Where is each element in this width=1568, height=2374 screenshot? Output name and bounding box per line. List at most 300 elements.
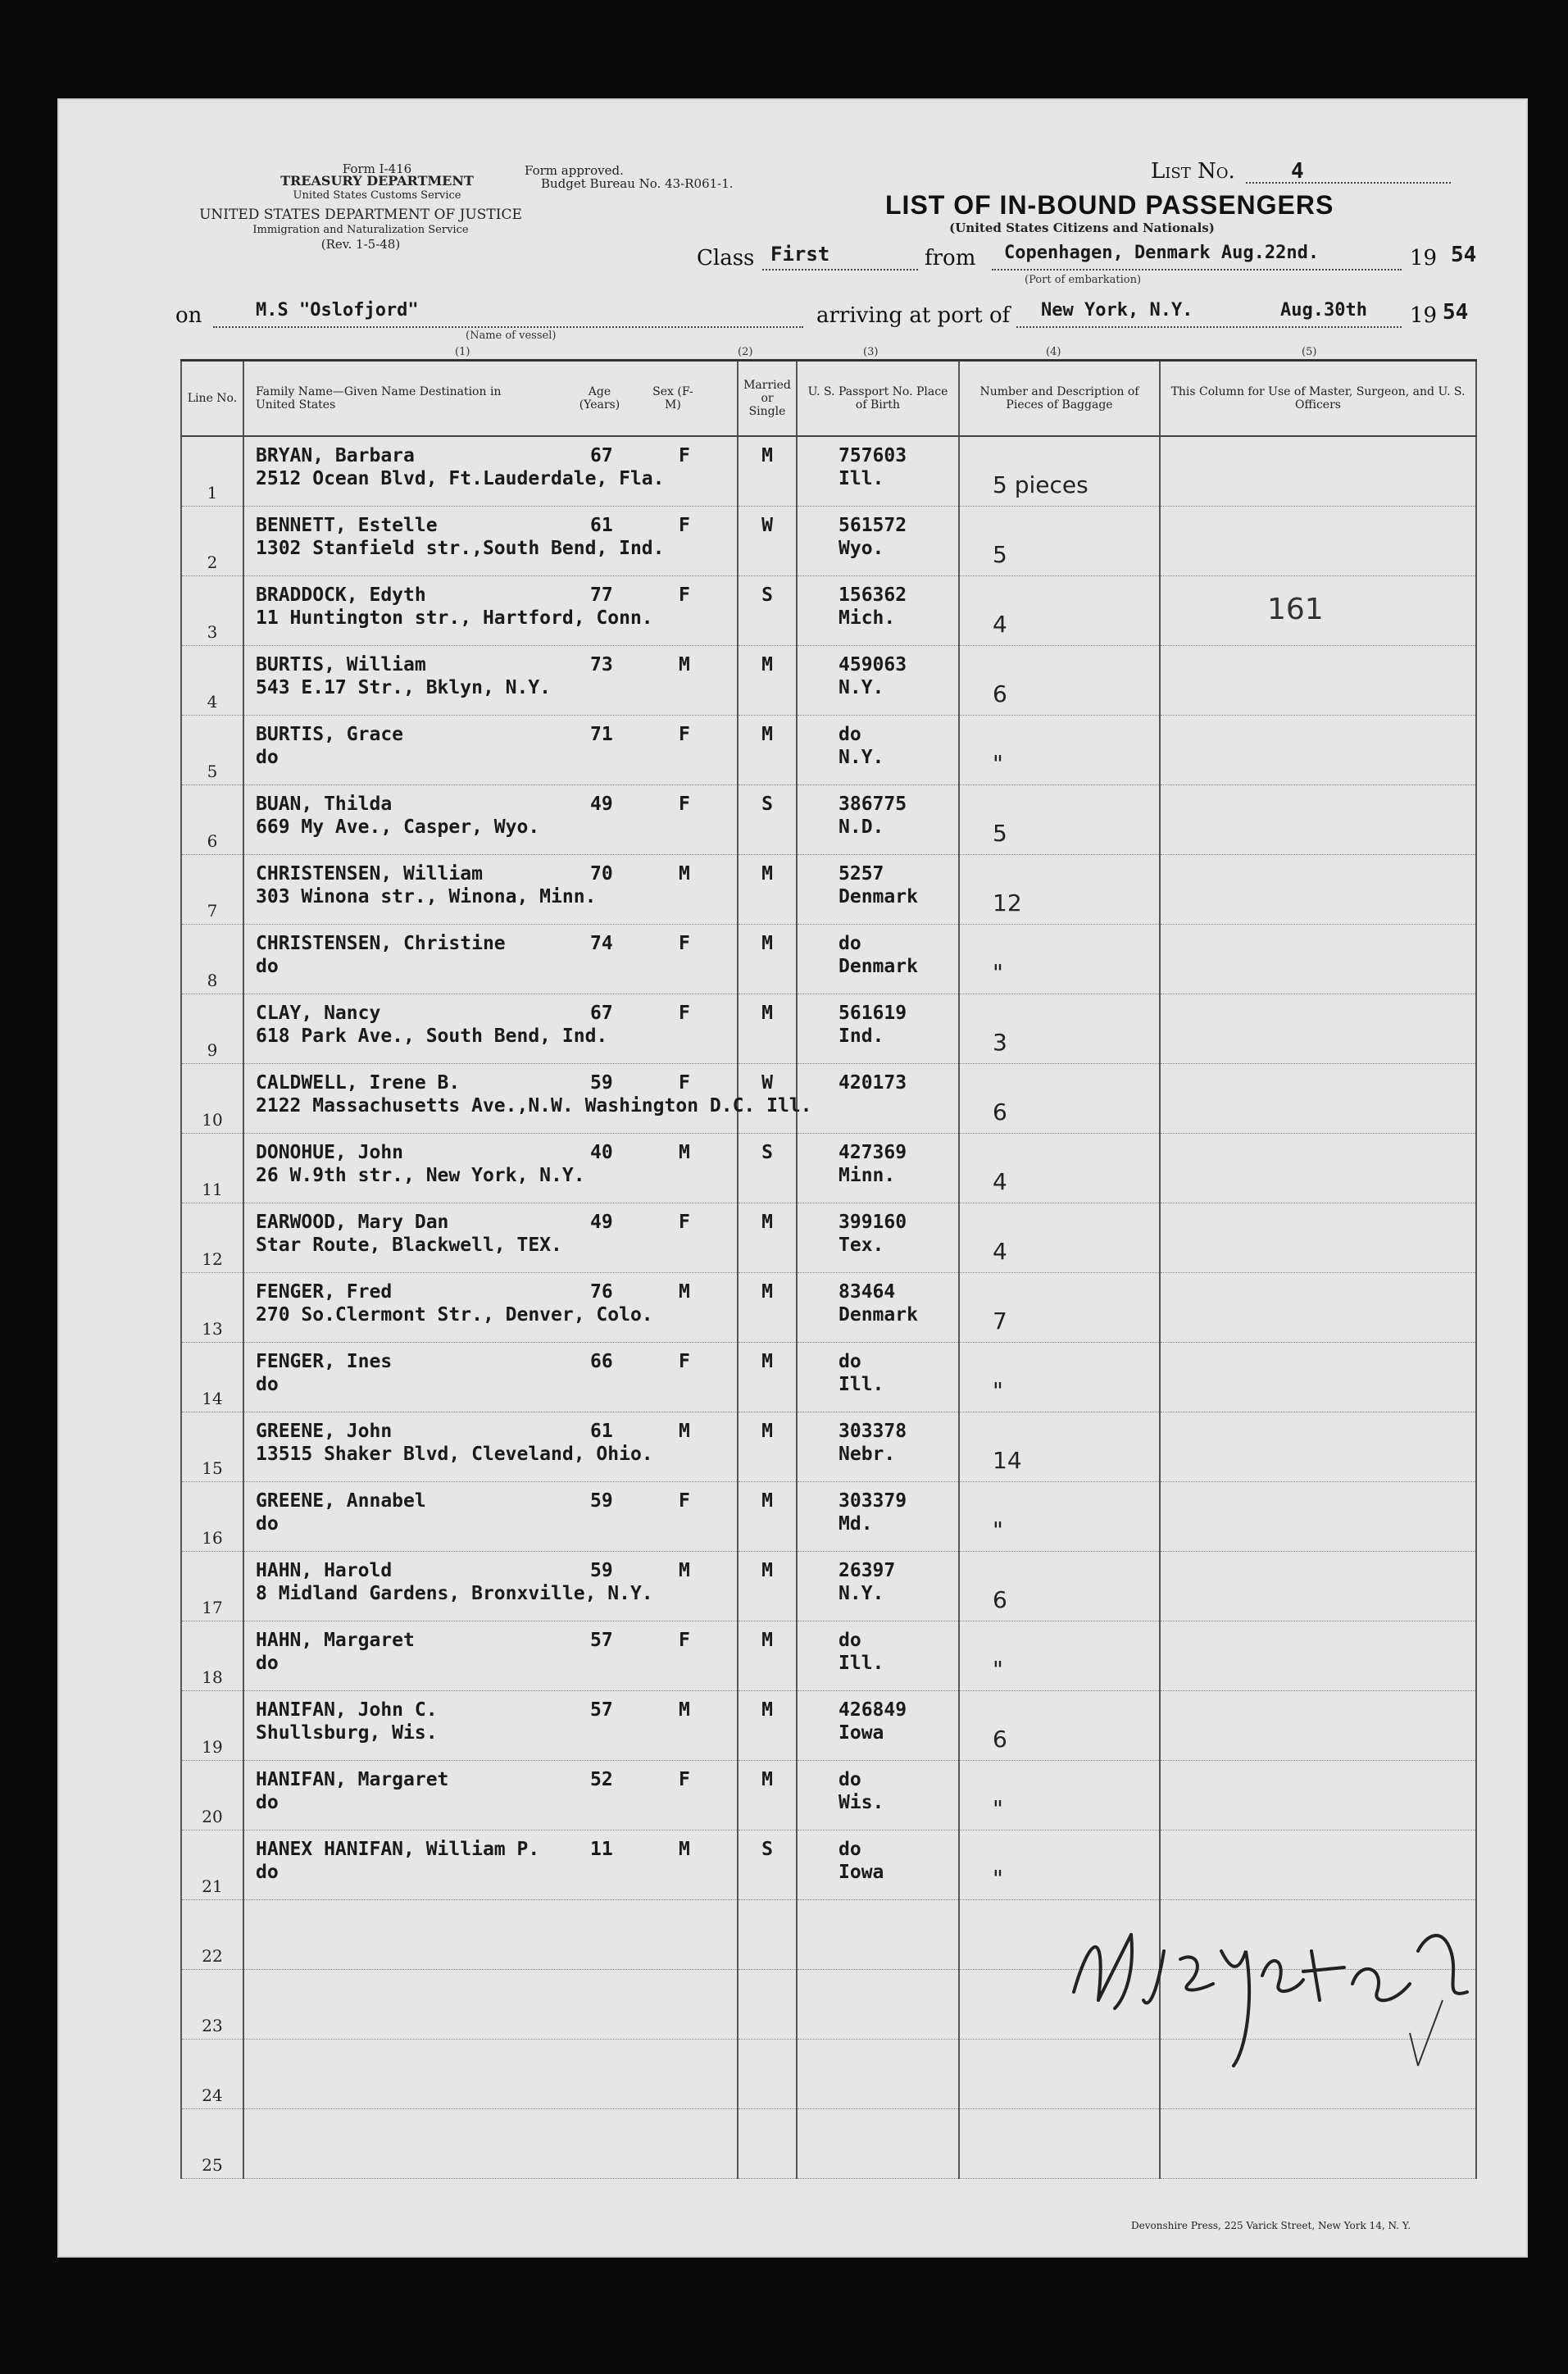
name-cell xyxy=(243,646,738,716)
baggage-count: 5 pieces xyxy=(993,471,1089,498)
line-no-cell xyxy=(181,507,243,576)
marital-status: M xyxy=(761,933,773,954)
sex: M xyxy=(679,654,690,675)
customs-service: United States Customs Service xyxy=(293,189,461,202)
name-cell xyxy=(243,1412,738,1482)
name-cell xyxy=(243,2040,738,2109)
name-cell xyxy=(243,1552,738,1621)
line-no-cell xyxy=(181,1761,243,1831)
officers-cell xyxy=(1160,1203,1476,1273)
table-row xyxy=(181,1552,1476,1621)
passport-cell xyxy=(797,1203,959,1273)
list-no-value: 4 xyxy=(1291,159,1304,184)
birthplace: N.Y. xyxy=(839,677,884,698)
passport-cell xyxy=(797,1970,959,2040)
col-num-5: (5) xyxy=(1302,346,1317,358)
name-cell xyxy=(243,1970,738,2040)
passport-cell xyxy=(797,507,959,576)
marital-cell xyxy=(738,1482,797,1552)
passport-cell xyxy=(797,1134,959,1203)
age: 59 xyxy=(590,1560,613,1581)
baggage-cell xyxy=(959,785,1160,855)
officers-cell xyxy=(1160,1621,1476,1691)
passport-no: 561572 xyxy=(839,515,907,536)
passport-no: do xyxy=(839,724,861,745)
passport-cell xyxy=(797,855,959,925)
destination: 669 My Ave., Casper, Wyo. xyxy=(256,816,540,838)
baggage-count: 6 xyxy=(993,1098,1007,1126)
officers-cell xyxy=(1160,1343,1476,1412)
age: 57 xyxy=(590,1699,613,1721)
marital-cell xyxy=(738,1552,797,1621)
line-no: 16 xyxy=(202,1528,223,1548)
officers-cell xyxy=(1160,925,1476,994)
ins-service: Immigration and Naturalization Service xyxy=(252,224,469,236)
line-no: 14 xyxy=(202,1389,223,1408)
baggage-cell xyxy=(959,1273,1160,1343)
list-no-label: List No. xyxy=(1151,159,1235,184)
sex: M xyxy=(679,1281,690,1303)
passport-no: do xyxy=(839,1839,861,1860)
name-cell xyxy=(243,1134,738,1203)
header-name xyxy=(243,361,738,437)
marital-status: M xyxy=(761,1560,773,1581)
marital-cell xyxy=(738,1621,797,1691)
baggage-cell xyxy=(959,2109,1160,2179)
marital-cell xyxy=(738,925,797,994)
baggage-count: 6 xyxy=(993,1586,1007,1613)
line-no: 18 xyxy=(202,1667,223,1687)
passport-no: do xyxy=(839,1769,861,1790)
age: 61 xyxy=(590,1421,613,1442)
inspector-signature xyxy=(1057,1902,1500,2082)
passport-no: 303379 xyxy=(839,1490,907,1512)
arrival-year-prefix: 19 xyxy=(1410,303,1438,328)
destination: 2122 Massachusetts Ave.,N.W. Washington D.C. Ill. xyxy=(256,1095,812,1117)
name-cell xyxy=(243,1761,738,1831)
officers-cell xyxy=(1160,1691,1476,1761)
name-cell xyxy=(243,925,738,994)
birthplace: Denmark xyxy=(839,1304,918,1326)
passport-cell xyxy=(797,994,959,1064)
table-row xyxy=(181,1064,1476,1134)
baggage-cell xyxy=(959,994,1160,1064)
baggage-count: " xyxy=(993,959,1003,986)
passport-no: 83464 xyxy=(839,1281,896,1303)
printer-footer: Devonshire Press, 225 Varick Street, New York 14, N. Y. xyxy=(1131,2220,1411,2231)
marital-cell xyxy=(738,785,797,855)
col-num-4: (4) xyxy=(1046,346,1061,358)
table-row xyxy=(181,855,1476,925)
birthplace: Iowa xyxy=(839,1862,884,1883)
passport-cell xyxy=(797,716,959,785)
sex: F xyxy=(679,1630,690,1651)
header-married: Married or Single xyxy=(738,361,797,437)
destination: 11 Huntington str., Hartford, Conn. xyxy=(256,607,653,629)
destination: 26 W.9th str., New York, N.Y. xyxy=(256,1165,585,1186)
line-no: 22 xyxy=(202,1946,223,1966)
passport-no: 427369 xyxy=(839,1142,907,1163)
line-no: 8 xyxy=(207,971,218,990)
marital-cell xyxy=(738,1064,797,1134)
birthplace: Ill. xyxy=(839,1374,884,1395)
line-no: 11 xyxy=(202,1180,223,1199)
passport-no: 459063 xyxy=(839,654,907,675)
birthplace: N.D. xyxy=(839,816,884,838)
officers-cell xyxy=(1160,1134,1476,1203)
line-no-cell xyxy=(181,855,243,925)
marital-status: W xyxy=(761,515,773,536)
passenger-name: BURTIS, Grace xyxy=(256,724,404,745)
vessel-name: M.S "Oslofjord" xyxy=(256,300,419,321)
marital-cell xyxy=(738,1831,797,1900)
destination: 2512 Ocean Blvd, Ft.Lauderdale, Fla. xyxy=(256,468,665,489)
passenger-name: CHRISTENSEN, Christine xyxy=(256,933,506,954)
name-cell xyxy=(243,716,738,785)
baggage-count: 3 xyxy=(993,1029,1007,1056)
marital-cell xyxy=(738,2109,797,2179)
destination: do xyxy=(256,747,279,768)
baggage-cell xyxy=(959,925,1160,994)
passport-cell xyxy=(797,925,959,994)
officer-note: 161 xyxy=(1267,593,1324,626)
passport-cell xyxy=(797,785,959,855)
name-cell xyxy=(243,1203,738,1273)
marital-status: M xyxy=(761,863,773,885)
sex: F xyxy=(679,1212,690,1233)
destination: do xyxy=(256,1653,279,1674)
vessel-caption: (Name of vessel) xyxy=(466,330,557,342)
age: 73 xyxy=(590,654,613,675)
table-row xyxy=(181,1203,1476,1273)
on-label: on xyxy=(175,303,202,328)
birthplace: Ill. xyxy=(839,1653,884,1674)
table-row xyxy=(181,925,1476,994)
passport-no: 5257 xyxy=(839,863,884,885)
age: 59 xyxy=(590,1072,613,1094)
passport-cell xyxy=(797,2040,959,2109)
baggage-cell xyxy=(959,1761,1160,1831)
class-line xyxy=(762,269,918,271)
birthplace: Ind. xyxy=(839,1026,884,1047)
destination: Star Route, Blackwell, TEX. xyxy=(256,1235,562,1256)
destination: 618 Park Ave., South Bend, Ind. xyxy=(256,1026,608,1047)
sex: M xyxy=(679,1560,690,1581)
age: 59 xyxy=(590,1490,613,1512)
age: 70 xyxy=(590,863,613,885)
passport-no: 757603 xyxy=(839,445,907,466)
birthplace: Md. xyxy=(839,1513,873,1535)
line-no: 23 xyxy=(202,2016,223,2035)
table-row xyxy=(181,1691,1476,1761)
passport-cell xyxy=(797,1482,959,1552)
marital-status: M xyxy=(761,654,773,675)
line-no-cell xyxy=(181,1970,243,2040)
marital-cell xyxy=(738,716,797,785)
birthplace: Ill. xyxy=(839,468,884,489)
header-baggage: Number and Description of Pieces of Baggage xyxy=(959,361,1160,437)
passenger-name: EARWOOD, Mary Dan xyxy=(256,1212,449,1233)
passport-no: 426849 xyxy=(839,1699,907,1721)
budget-bureau: Budget Bureau No. 43-R061-1. xyxy=(541,176,734,191)
line-no-cell xyxy=(181,1134,243,1203)
marital-status: M xyxy=(761,1281,773,1303)
destination: 270 So.Clermont Str., Denver, Colo. xyxy=(256,1304,653,1326)
header-sex: Sex (F-M) xyxy=(652,385,693,412)
table-row xyxy=(181,576,1476,646)
passport-no: do xyxy=(839,1351,861,1372)
name-cell xyxy=(243,1831,738,1900)
table-row xyxy=(181,1343,1476,1412)
sex: M xyxy=(679,1142,690,1163)
table-row xyxy=(181,1273,1476,1343)
passport-cell xyxy=(797,1831,959,1900)
line-no: 20 xyxy=(202,1807,223,1826)
passport-no: 303378 xyxy=(839,1421,907,1442)
baggage-cell xyxy=(959,1831,1160,1900)
passport-cell xyxy=(797,1552,959,1621)
passenger-name: BRYAN, Barbara xyxy=(256,445,415,466)
sex: F xyxy=(679,445,690,466)
table-header-row xyxy=(181,361,1476,437)
marital-status: M xyxy=(761,1421,773,1442)
baggage-cell xyxy=(959,1412,1160,1482)
passport-no: 561619 xyxy=(839,1003,907,1024)
marital-cell xyxy=(738,1691,797,1761)
birthplace: Minn. xyxy=(839,1165,896,1186)
line-no: 2 xyxy=(207,553,218,572)
name-cell xyxy=(243,576,738,646)
marital-cell xyxy=(738,1343,797,1412)
table-row xyxy=(181,1134,1476,1203)
sex: M xyxy=(679,1421,690,1442)
arrival-year: 54 xyxy=(1443,300,1469,325)
officers-cell xyxy=(1160,507,1476,576)
destination: do xyxy=(256,1513,279,1535)
from-value: Copenhagen, Denmark Aug.22nd. xyxy=(1004,243,1320,263)
age: 40 xyxy=(590,1142,613,1163)
baggage-cell xyxy=(959,507,1160,576)
header-passport: U. S. Passport No. Place of Birth xyxy=(797,361,959,437)
baggage-cell xyxy=(959,1064,1160,1134)
from-label: from xyxy=(925,246,976,271)
passport-cell xyxy=(797,2109,959,2179)
marital-status: W xyxy=(761,1072,773,1094)
line-no-cell xyxy=(181,1691,243,1761)
baggage-cell xyxy=(959,855,1160,925)
passport-cell xyxy=(797,1064,959,1134)
passport-no: do xyxy=(839,1630,861,1651)
line-no-cell xyxy=(181,1273,243,1343)
sex: M xyxy=(679,1839,690,1860)
sex: F xyxy=(679,1351,690,1372)
passport-no: do xyxy=(839,933,861,954)
baggage-count: 4 xyxy=(993,1238,1007,1265)
age: 57 xyxy=(590,1630,613,1651)
revision: (Rev. 1-5-48) xyxy=(320,237,401,252)
line-no-cell xyxy=(181,925,243,994)
col-num-1: (1) xyxy=(455,346,470,358)
baggage-cell xyxy=(959,1552,1160,1621)
line-no: 9 xyxy=(207,1040,218,1060)
line-no-cell xyxy=(181,576,243,646)
line-no-cell xyxy=(181,785,243,855)
form-title: LIST OF IN-BOUND PASSENGERS xyxy=(885,190,1334,220)
name-cell xyxy=(243,436,738,507)
line-no-cell xyxy=(181,1203,243,1273)
name-cell xyxy=(243,1343,738,1412)
table-row xyxy=(181,785,1476,855)
passport-cell xyxy=(797,1900,959,1970)
sex: F xyxy=(679,794,690,815)
officers-cell xyxy=(1160,436,1476,507)
marital-cell xyxy=(738,436,797,507)
baggage-count: 4 xyxy=(993,1168,1007,1195)
passenger-name: FENGER, Fred xyxy=(256,1281,393,1303)
col-num-3: (3) xyxy=(863,346,879,358)
destination: do xyxy=(256,956,279,977)
baggage-cell xyxy=(959,646,1160,716)
table-row xyxy=(181,994,1476,1064)
sex: F xyxy=(679,1490,690,1512)
passenger-name: BRADDOCK, Edyth xyxy=(256,584,426,606)
baggage-cell xyxy=(959,1691,1160,1761)
marital-cell xyxy=(738,1761,797,1831)
arrival-line xyxy=(1016,326,1402,328)
sex: F xyxy=(679,1072,690,1094)
marital-cell xyxy=(738,2040,797,2109)
header-age: Age (Years) xyxy=(579,385,620,412)
line-no: 19 xyxy=(202,1737,223,1757)
passport-cell xyxy=(797,1273,959,1343)
baggage-cell xyxy=(959,576,1160,646)
class-value: First xyxy=(770,243,830,266)
marital-cell xyxy=(738,1134,797,1203)
baggage-count: " xyxy=(993,750,1003,777)
list-no-line xyxy=(1246,182,1451,184)
baggage-count: 5 xyxy=(993,820,1007,847)
passport-cell xyxy=(797,1621,959,1691)
marital-cell xyxy=(738,576,797,646)
table-row xyxy=(181,1482,1476,1552)
baggage-cell xyxy=(959,1134,1160,1203)
table-row xyxy=(181,1831,1476,1900)
passport-no: 386775 xyxy=(839,794,907,815)
baggage-count: 6 xyxy=(993,680,1007,707)
line-no: 1 xyxy=(207,483,218,503)
line-no-cell xyxy=(181,1412,243,1482)
officers-cell xyxy=(1160,1482,1476,1552)
sex: M xyxy=(679,863,690,885)
name-cell xyxy=(243,1273,738,1343)
birthplace: Iowa xyxy=(839,1722,884,1744)
marital-cell xyxy=(738,1900,797,1970)
age: 11 xyxy=(590,1839,613,1860)
table-row xyxy=(181,2109,1476,2179)
marital-status: M xyxy=(761,1630,773,1651)
name-cell xyxy=(243,1900,738,1970)
marital-status: M xyxy=(761,724,773,745)
sex: F xyxy=(679,1003,690,1024)
destination: 303 Winona str., Winona, Minn. xyxy=(256,886,597,907)
line-no-cell xyxy=(181,994,243,1064)
sex: F xyxy=(679,584,690,606)
passport-cell xyxy=(797,1761,959,1831)
marital-cell xyxy=(738,1203,797,1273)
vessel-line xyxy=(213,326,803,328)
baggage-cell xyxy=(959,1343,1160,1412)
baggage-count: 14 xyxy=(993,1447,1022,1474)
name-cell xyxy=(243,2109,738,2179)
passenger-name: HAHN, Margaret xyxy=(256,1630,415,1651)
line-no-cell xyxy=(181,1064,243,1134)
birthplace: Tex. xyxy=(839,1235,884,1256)
passport-no: 399160 xyxy=(839,1212,907,1233)
destination: 543 E.17 Str., Bklyn, N.Y. xyxy=(256,677,552,698)
header-name-text: Family Name—Given Name Destination in United States xyxy=(256,385,502,412)
baggage-count: " xyxy=(993,1656,1003,1683)
marital-status: M xyxy=(761,445,773,466)
marital-status: M xyxy=(761,1351,773,1372)
marital-cell xyxy=(738,994,797,1064)
passport-no: 26397 xyxy=(839,1560,896,1581)
officers-cell xyxy=(1160,855,1476,925)
line-no-cell xyxy=(181,436,243,507)
name-cell xyxy=(243,507,738,576)
passenger-name: CLAY, Nancy xyxy=(256,1003,381,1024)
name-cell xyxy=(243,994,738,1064)
birthplace: Nebr. xyxy=(839,1444,896,1465)
passenger-name: BENNETT, Estelle xyxy=(256,515,438,536)
line-no-cell xyxy=(181,2040,243,2109)
destination: do xyxy=(256,1792,279,1813)
marital-status: S xyxy=(761,1142,773,1163)
marital-cell xyxy=(738,646,797,716)
marital-status: M xyxy=(761,1003,773,1024)
age: 66 xyxy=(590,1351,613,1372)
justice-dept: UNITED STATES DEPARTMENT OF JUSTICE xyxy=(199,207,522,223)
age: 49 xyxy=(590,794,613,815)
table-row xyxy=(181,1621,1476,1691)
birthplace: Denmark xyxy=(839,956,918,977)
baggage-count: " xyxy=(993,1865,1003,1892)
officers-cell xyxy=(1160,1412,1476,1482)
line-no-cell xyxy=(181,1831,243,1900)
destination: 13515 Shaker Blvd, Cleveland, Ohio. xyxy=(256,1444,653,1465)
sex: F xyxy=(679,933,690,954)
baggage-cell xyxy=(959,716,1160,785)
passenger-name: GREENE, John xyxy=(256,1421,393,1442)
line-no-cell xyxy=(181,1552,243,1621)
line-no-cell xyxy=(181,1900,243,1970)
name-cell xyxy=(243,1482,738,1552)
officers-cell xyxy=(1160,716,1476,785)
age: 71 xyxy=(590,724,613,745)
table-row xyxy=(181,646,1476,716)
marital-status: M xyxy=(761,1490,773,1512)
arrival-port: New York, N.Y. xyxy=(1041,300,1193,321)
passport-cell xyxy=(797,646,959,716)
marital-cell xyxy=(738,1412,797,1482)
baggage-count: 7 xyxy=(993,1308,1007,1335)
destination: do xyxy=(256,1374,279,1395)
marital-status: S xyxy=(761,794,773,815)
age: 76 xyxy=(590,1281,613,1303)
baggage-cell xyxy=(959,1482,1160,1552)
line-no: 13 xyxy=(202,1319,223,1339)
officers-cell xyxy=(1160,646,1476,716)
baggage-cell xyxy=(959,436,1160,507)
